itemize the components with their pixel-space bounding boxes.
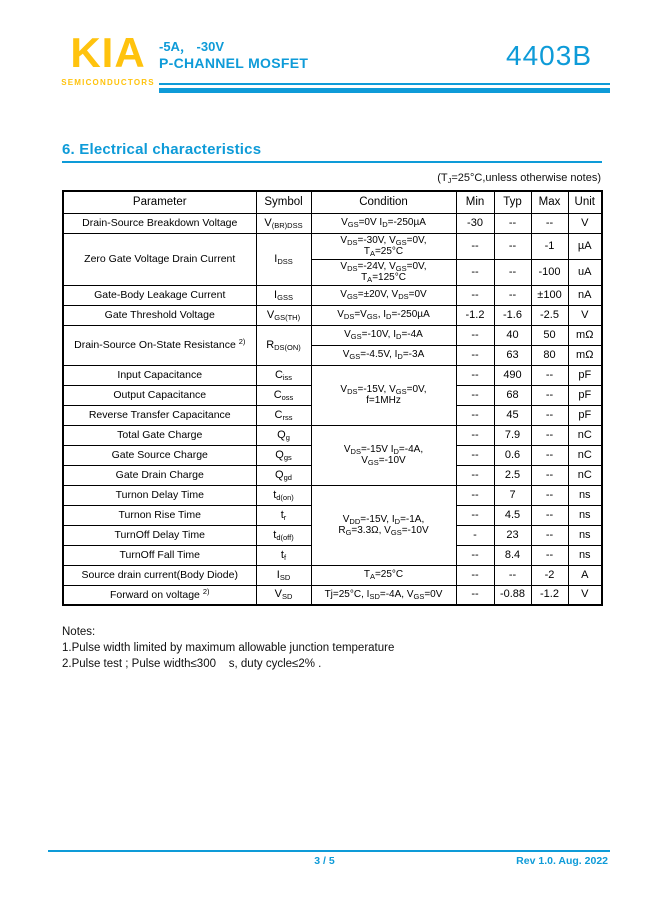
cell-parameter: Source drain current(Body Diode) [63,565,256,585]
cell-typ: -- [494,213,531,233]
cell-unit: pF [568,385,602,405]
cell-symbol: $C_{oss}$ [256,385,311,405]
cell-unit: pF [568,405,602,425]
cell-min: -- [456,425,494,445]
cell-min: -- [456,233,494,259]
cell-typ: 23 [494,525,531,545]
cell-typ: -- [494,565,531,585]
notes-title: Notes: [62,626,96,638]
cell-unit: nC [568,425,602,445]
device-ratings: -5A， -30V [159,39,225,54]
cell-symbol: $t_{d(on)}$ [256,485,311,505]
cell-unit: µA [568,233,602,259]
cell-max: -1.2 [531,585,568,605]
cell-typ: -1.6 [494,305,531,325]
cell-symbol: $I_{GSS}$ [256,285,311,305]
cell-typ: -- [494,233,531,259]
cell-min: - [456,525,494,545]
cell-parameter: Drain-Source Breakdown Voltage [63,213,256,233]
note-item: 1.Pulse width limited by maximum allowable junction temperature [62,642,395,655]
cell-typ: 2.5 [494,465,531,485]
cell-symbol: $C_{iss}$ [256,365,311,385]
table-row [63,305,602,325]
cell-parameter: Input Capacitance [63,365,256,385]
cell-min: -- [456,445,494,465]
note-item: 2.Pulse test ; Pulse width≤300 s, duty cycle≤2% . [62,658,322,671]
cell-max: -- [531,213,568,233]
cell-symbol: $C_{rss}$ [256,405,311,425]
cell-min: -- [456,585,494,605]
cell-min: -- [456,405,494,425]
cell-min: -- [456,345,494,365]
section-title: 6. Electrical characteristics [62,141,262,158]
cell-symbol: $Q_{gs}$ [256,445,311,465]
cell-unit: pF [568,365,602,385]
cell-condition: $V_{GS}=0V$ $I_D=-250\mu A$ [311,213,456,233]
cell-symbol: $t_r$ [256,505,311,525]
cell-symbol: $I_{DSS}$ [256,233,311,285]
cell-min: -- [456,545,494,565]
cell-parameter: Zero Gate Voltage Drain Current [63,233,256,285]
cell-unit: A [568,565,602,585]
cell-parameter: Turnon Rise Time [63,505,256,525]
table-row [63,233,602,259]
cell-min: -- [456,465,494,485]
cell-typ: 45 [494,405,531,425]
cell-parameter: Gate Threshold Voltage [63,305,256,325]
cell-max: -100 [531,259,568,285]
col-header-typ: Typ [494,191,531,213]
cell-typ: 7.9 [494,425,531,445]
brand-logo [60,29,156,87]
cell-max: -- [531,445,568,465]
cell-symbol: $I_{SD}$ [256,565,311,585]
part-number: 4403B [506,40,592,71]
cell-max: ±100 [531,285,568,305]
cell-unit: nC [568,445,602,465]
cell-max: -- [531,465,568,485]
cell-max: -- [531,385,568,405]
cell-unit: ns [568,485,602,505]
page-number: 3 / 5 [314,855,335,867]
cell-parameter: Reverse Transfer Capacitance [63,405,256,425]
cell-max: -- [531,505,568,525]
cell-max: 50 [531,325,568,345]
col-header-parameter: Parameter [63,191,256,213]
table-row [63,325,602,345]
cell-symbol: $R_{DS(ON)}$ [256,325,311,365]
cell-typ: 40 [494,325,531,345]
cell-max: -2 [531,565,568,585]
cell-typ: 4.5 [494,505,531,525]
table-row [63,485,602,505]
cell-unit: ns [568,505,602,525]
col-header-condition: Condition [311,191,456,213]
cell-condition: $V_{GS}=-10V$, $I_D=-4A$ [311,325,456,345]
cell-typ: -0.88 [494,585,531,605]
cell-condition: Tj=25°C, $I_{SD}=-4A$, $V_{GS}=0V$ [311,585,456,605]
cell-typ: 490 [494,365,531,385]
cell-parameter: TurnOff Fall Time [63,545,256,565]
cell-condition: $V_{DS}=V_{GS}$, $I_D=-250\mu A$ [311,305,456,325]
device-type: P-CHANNEL MOSFET [159,55,309,71]
cell-symbol: $t_f$ [256,545,311,565]
cell-symbol: $V_{(BR)DSS}$ [256,213,311,233]
cell-condition: $V_{GS}=\pm 20V$, $V_{DS}=0V$ [311,285,456,305]
brand-logo-subtext: SEMICONDUCTORS [61,78,155,87]
cell-condition: $V_{DS}=-30V$, $V_{GS}=0V$, $T_A=25^\circ C$ [311,233,456,259]
test-conditions-note: ($T_J=25^\circ C,unless$ otherwise notes) [437,172,601,185]
header-rule-thin [159,83,610,85]
cell-parameter: TurnOff Delay Time [63,525,256,545]
cell-unit: V [568,585,602,605]
table-row [63,365,602,385]
cell-unit: V [568,213,602,233]
cell-typ: 0.6 [494,445,531,465]
cell-parameter: Gate Source Charge [63,445,256,465]
cell-max: -- [531,545,568,565]
cell-unit: ns [568,525,602,545]
cell-typ: -- [494,259,531,285]
cell-min: -- [456,259,494,285]
cell-condition: $T_A=25^\circ C$ [311,565,456,585]
cell-max: -- [531,425,568,445]
cell-typ: 68 [494,385,531,405]
cell-symbol: $t_{d(off)}$ [256,525,311,545]
cell-min: -- [456,365,494,385]
cell-max: -- [531,405,568,425]
brand-logo-text: KIA [70,29,146,76]
cell-condition: $V_{DS}=-15V$ $I_D=-4A$, $V_{GS}=-10V$ [311,425,456,485]
cell-min: -30 [456,213,494,233]
cell-min: -- [456,485,494,505]
revision-label: Rev 1.0. Aug. 2022 [516,855,608,867]
cell-typ: 7 [494,485,531,505]
cell-min: -1.2 [456,305,494,325]
cell-unit: uA [568,259,602,285]
col-header-unit: Unit [568,191,602,213]
cell-min: -- [456,385,494,405]
cell-max: -1 [531,233,568,259]
cell-typ: 8.4 [494,545,531,565]
cell-unit: mΩ [568,345,602,365]
cell-min: -- [456,285,494,305]
cell-condition: $V_{DS}=-24V$, $V_{GS}=0V$, $T_A=125^\circ C$ [311,259,456,285]
cell-condition: $V_{DD}=-15V$, $I_D=-1A$, $R_G=3.3\Omega$, $V_{GS}=-10V$ [311,485,456,565]
cell-max: -- [531,525,568,545]
cell-unit: ns [568,545,602,565]
cell-max: 80 [531,345,568,365]
footer-rule [48,850,610,852]
col-header-max: Max [531,191,568,213]
cell-unit: V [568,305,602,325]
cell-max: -- [531,365,568,385]
cell-parameter: Forward on voltage $^{2)}$ [63,585,256,605]
cell-max: -2.5 [531,305,568,325]
col-header-min: Min [456,191,494,213]
cell-parameter: Output Capacitance [63,385,256,405]
table-row [63,565,602,585]
header-rule-thick [159,88,610,93]
cell-condition: $V_{DS}=-15V$, $V_{GS}=0V$, f=1MHz [311,365,456,425]
cell-symbol: $Q_{gd}$ [256,465,311,485]
cell-typ: -- [494,285,531,305]
cell-min: -- [456,505,494,525]
table-row [63,585,602,605]
cell-symbol: $V_{GS(TH)}$ [256,305,311,325]
cell-parameter: Turnon Delay Time [63,485,256,505]
cell-condition: $V_{GS}=-4.5V$, $I_D=-3A$ [311,345,456,365]
table-row [63,213,602,233]
cell-unit: mΩ [568,325,602,345]
cell-min: -- [456,325,494,345]
electrical-characteristics-table [62,190,603,606]
cell-parameter: Gate Drain Charge [63,465,256,485]
cell-min: -- [456,565,494,585]
table-row [63,285,602,305]
cell-parameter: Total Gate Charge [63,425,256,445]
table-header-row [63,191,602,213]
cell-symbol: $Q_g$ [256,425,311,445]
section-rule [62,161,602,163]
table-row [63,425,602,445]
col-header-symbol: Symbol [256,191,311,213]
cell-unit: nA [568,285,602,305]
cell-max: -- [531,485,568,505]
cell-unit: nC [568,465,602,485]
cell-typ: 63 [494,345,531,365]
cell-symbol: $V_{SD}$ [256,585,311,605]
notes-block [62,624,394,672]
cell-parameter: Drain-Source On-State Resistance $^{2)}$ [63,325,256,365]
cell-parameter: Gate-Body Leakage Current [63,285,256,305]
